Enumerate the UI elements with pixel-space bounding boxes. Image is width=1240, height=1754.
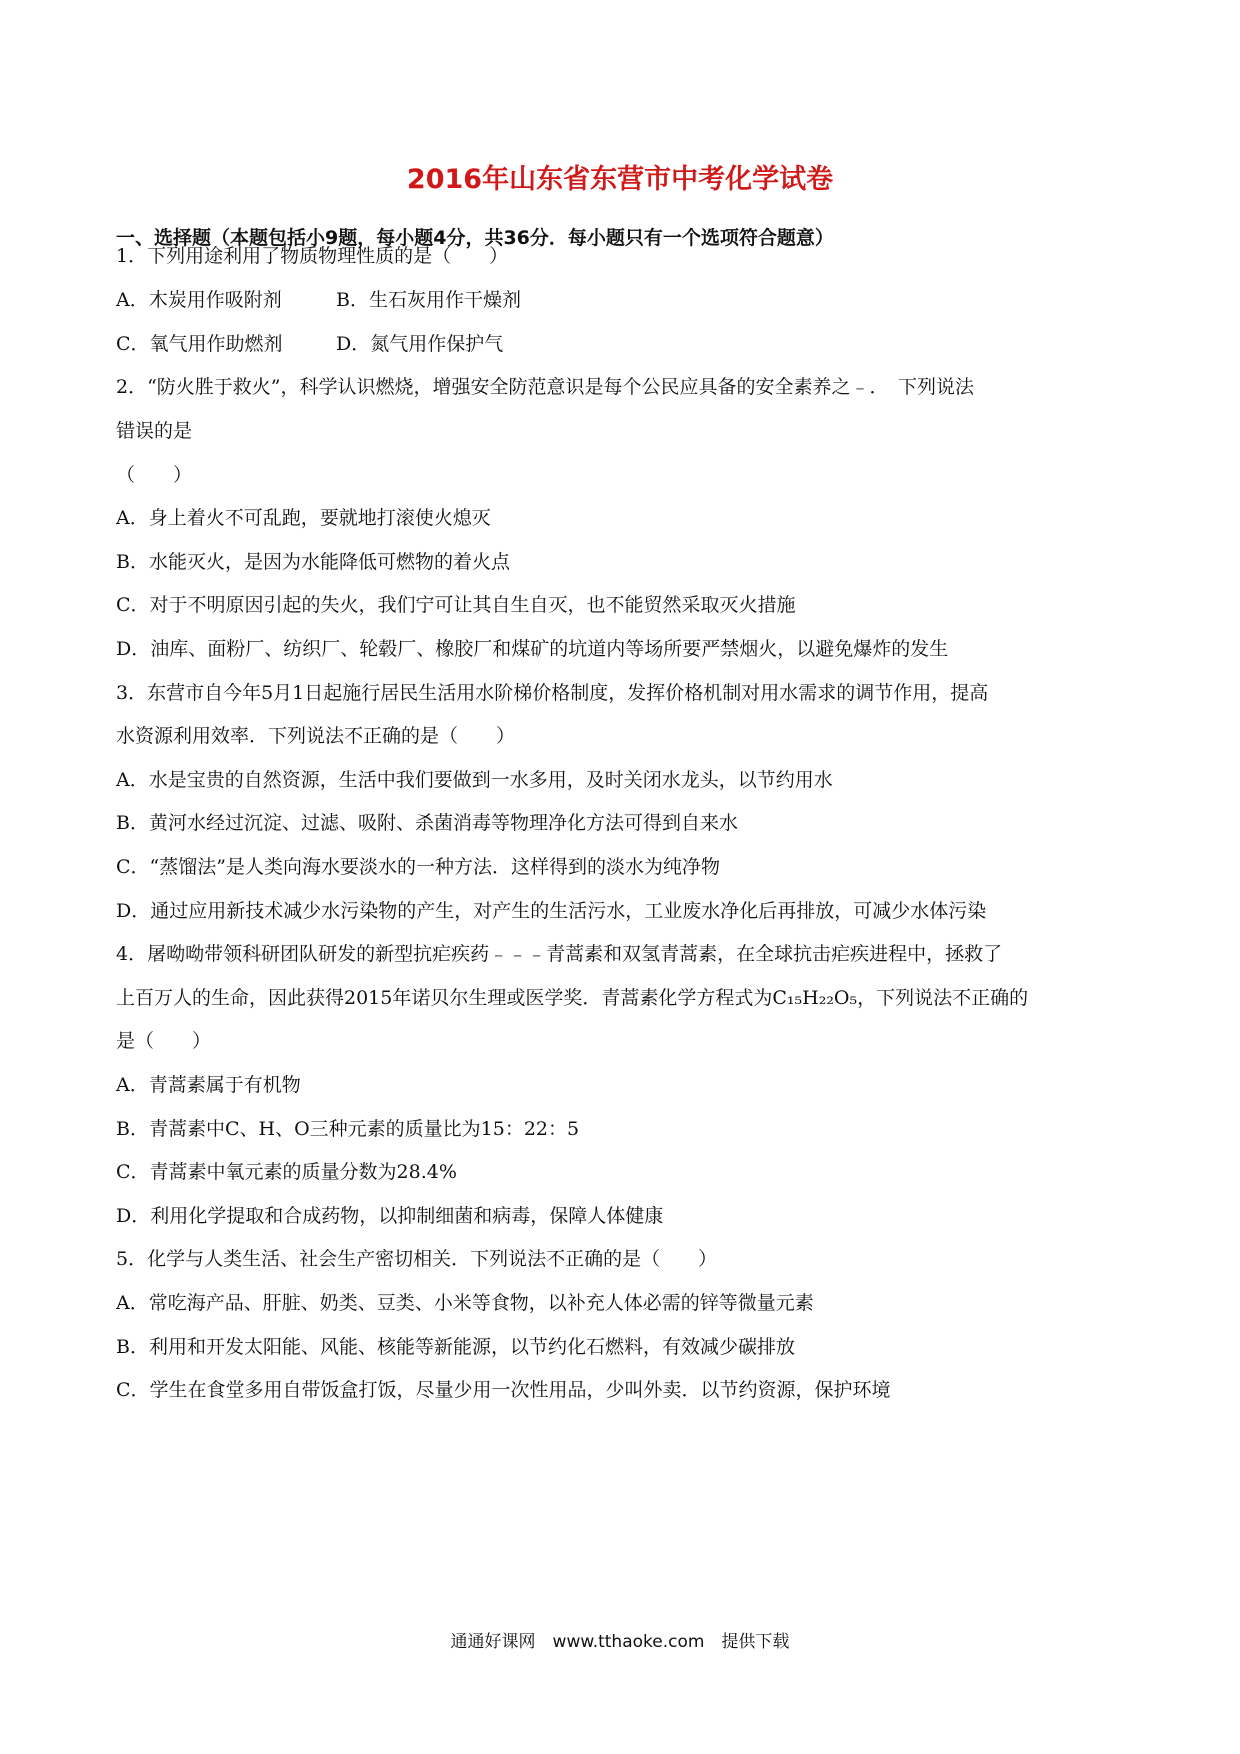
question-4-option-a: A．青蒿素属于有机物 [116, 1074, 301, 1096]
page-footer: 通通好课网 www.tthaoke.com 提供下载 [450, 1632, 790, 1652]
question-3-option-a: A．水是宝贵的自然资源，生活中我们要做到一水多用，及时关闭水龙头，以节约用水 [116, 769, 833, 791]
page-title: 2016年山东省东营市中考化学试卷 [406, 164, 834, 195]
question-3-option-d: D．通过应用新技术减少水污染物的产生，对产生的生活污水，工业废水净化后再排放，可减少水体污染 [116, 900, 987, 922]
question-4-stem-line-1: 4．屠呦呦带领科研团队研发的新型抗疟疾药﹣﹣﹣青蒿素和双氢青蒿素，在全球抗击疟疾进程中，拯救了 [116, 943, 1003, 965]
question-1-option-d: D．氮气用作保护气 [336, 333, 504, 355]
question-2-stem-line-2: 错误的是 [116, 420, 193, 442]
question-4-stem-line-3: 是（ ） [116, 1030, 212, 1052]
question-1-option-b: B．生石灰用作干燥剂 [336, 289, 521, 311]
question-3-stem-line-2: 水资源利用效率．下列说法不正确的是（ ） [116, 725, 516, 747]
question-1-options-row-1 [116, 287, 521, 313]
question-3-option-c: C．“蒸馏法”是人类向海水要淡水的一种方法．这样得到的淡水为纯净物 [116, 856, 720, 878]
question-1-stem: 1．下列用途利用了物质物理性质的是（ ） [116, 245, 509, 267]
question-4-option-c: C．青蒿素中氧元素的质量分数为28.4% [116, 1161, 457, 1183]
question-2-option-d: D．油库、面粉厂、纺织厂、轮毂厂、橡胶厂和煤矿的坑道内等场所要严禁烟火，以避免爆炸的发生 [116, 638, 949, 660]
question-1-options-row-2 [116, 331, 503, 357]
section-heading: 一、选择题（本题包括小9题，每小题4分，共36分．每小题只有一个选项符合题意） [116, 227, 834, 249]
question-5-option-a: A．常吃海产品、肝脏、奶类、豆类、小米等食物，以补充人体必需的锌等微量元素 [116, 1292, 814, 1314]
question-3-option-b: B．黄河水经过沉淀、过滤、吸附、杀菌消毒等物理净化方法可得到自来水 [116, 812, 738, 834]
question-5-option-b: B．利用和开发太阳能、风能、核能等新能源，以节约化石燃料，有效减少碳排放 [116, 1336, 795, 1358]
question-5-option-c: C．学生在食堂多用自带饭盒打饭，尽量少用一次性用品，少叫外卖．以节约资源，保护环境 [116, 1379, 891, 1401]
question-2-stem-line-3: （ ） [116, 464, 193, 486]
question-4-option-b: B．青蒿素中C、H、O三种元素的质量比为15：22：5 [116, 1118, 580, 1140]
question-4-stem-line-2: 上百万人的生命，因此获得2015年诺贝尔生理或医学奖．青蒿素化学方程式为C₁₅H₂₂O₅，下列说法不正确的 [116, 987, 1029, 1009]
question-2-option-b: B．水能灭火，是因为水能降低可燃物的着火点 [116, 551, 510, 573]
question-2-option-c: C．对于不明原因引起的失火，我们宁可让其自生自灭，也不能贸然采取灭火措施 [116, 594, 796, 616]
question-2-option-a: A．身上着火不可乱跑，要就地打滚使火熄灭 [116, 507, 491, 529]
question-5-stem: 5．化学与人类生活、社会生产密切相关．下列说法不正确的是（ ） [116, 1248, 718, 1270]
question-1-option-c: C．氧气用作助燃剂 [116, 333, 283, 355]
question-4-option-d: D．利用化学提取和合成药物，以抑制细菌和病毒，保障人体健康 [116, 1205, 664, 1227]
question-1-option-a: A．木炭用作吸附剂 [116, 289, 282, 311]
question-3-stem-line-1: 3．东营市自今年5月1日起施行居民生活用水阶梯价格制度，发挥价格机制对用水需求的调节作用，提高 [116, 682, 989, 704]
question-2-stem-line-1: 2．“防火胜于救火”，科学认识燃烧，增强安全防范意识是每个公民应具备的安全素养之﹣． 下列说法 [116, 376, 975, 398]
